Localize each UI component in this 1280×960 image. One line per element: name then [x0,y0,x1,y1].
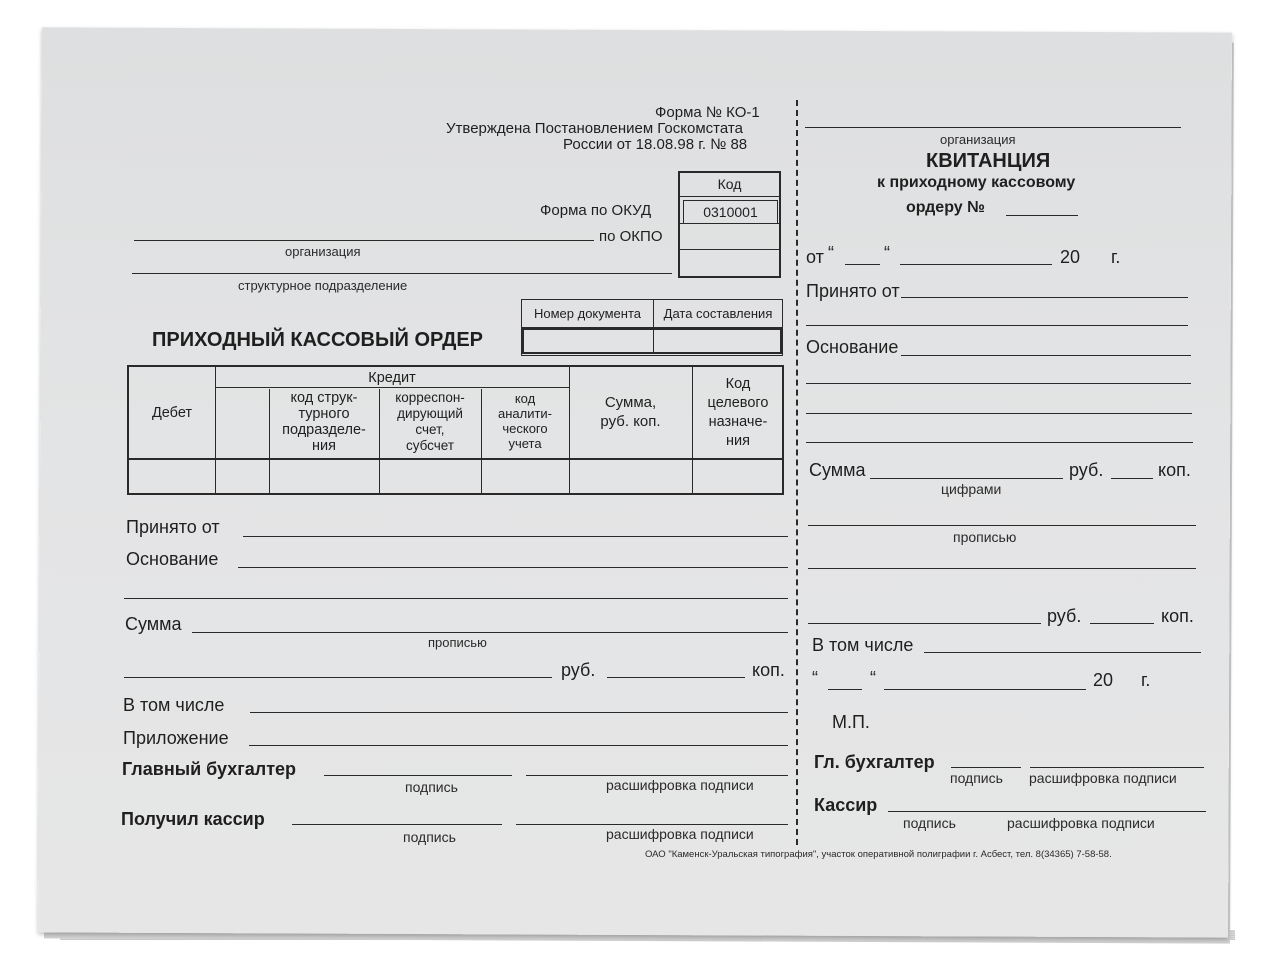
receipt-organization-caption: организация [940,132,1016,147]
attachment-field[interactable] [249,745,788,746]
receipt-chief-signature-caption: подпись [950,770,1003,786]
receipt-day-field-2[interactable] [828,689,862,690]
sum-words-field[interactable] [124,677,552,678]
receipt-basis-field-3[interactable] [806,413,1192,414]
receipt-kop-field-2[interactable] [1090,623,1154,624]
subdivision-caption: структурное подразделение [238,278,408,293]
signature-caption: подпись [405,779,458,795]
chief-accountant-decoding-field[interactable] [526,775,788,776]
receipt-sum-digits-field[interactable] [870,478,1063,479]
receipt-cashier-decoding-caption: расшифровка подписи [1007,815,1155,831]
credit-col-account: корреспон- дирующий счет, субсчет [395,390,465,453]
receipt-chief-decoding-field[interactable] [1030,767,1204,768]
including-label: В том числе [123,695,225,715]
chief-accountant-signature-field[interactable] [324,775,512,776]
cashier-received-label: Получил кассир [121,809,265,829]
receipt-basis-label: Основание [806,337,899,357]
receipt-kop-field[interactable] [1111,478,1153,479]
quote-close-2: “ [870,668,876,688]
quote-open-2: “ [812,668,818,688]
basis-field[interactable] [238,567,788,568]
quote-close: “ [884,243,890,263]
code-header: Код [717,176,742,192]
credit-col-subdivision: код струк- турного подразделе- ния [282,390,366,454]
receipt-cashier-label: Кассир [814,795,878,815]
receipt-sum-words-field[interactable] [808,525,1196,526]
signature-decoding-caption: расшифровка подписи [606,777,754,793]
purpose-code-header: Код целевого назначе- ния [707,376,769,449]
receipt-month-field-2[interactable] [884,689,1086,690]
form-number: Форма № КО-1 [655,104,760,121]
receipt-received-from-label: Принято от [806,281,900,301]
basis-field-2[interactable] [124,598,788,599]
receipt-chief-signature-field[interactable] [951,767,1021,768]
approval-line-2: России от 18.08.98 г. № 88 [563,136,748,153]
attachment-label: Приложение [123,728,229,748]
chief-accountant-label: Главный бухгалтер [122,759,297,779]
doc-date-header: Дата составления [663,306,773,321]
receipt-basis-field-4[interactable] [806,442,1193,443]
code-box [678,171,781,278]
cashier-decoding-caption: расшифровка подписи [606,826,754,842]
subdivision-field[interactable] [132,273,672,274]
sum-field[interactable] [192,632,788,633]
kop-label: коп. [752,660,785,680]
cashier-signature-field[interactable] [292,824,502,825]
receipt-year-suffix: г. [1111,247,1121,267]
receipt-basis-field[interactable] [901,355,1191,356]
receipt-including-label: В том числе [812,635,914,655]
okpo-label: по ОКПО [599,228,663,245]
receipt-title: КВИТАНЦИЯ [926,150,1051,172]
organization-caption: организация [285,244,361,259]
receipt-basis-field-2[interactable] [806,383,1191,384]
okud-code-value[interactable]: 0310001 [683,200,778,224]
receipt-month-field[interactable] [900,264,1052,265]
received-from-field[interactable] [243,536,788,537]
tear-off-line [796,100,798,845]
basis-label: Основание [126,549,219,569]
quote-open: “ [828,243,834,263]
sum-header: Сумма, руб. коп. [600,394,661,430]
stamp-label: М.П. [832,712,870,732]
receipt-subtitle-1: к приходному кассовому [877,174,1076,191]
rub-label: руб. [561,660,596,680]
receipt-in-digits-caption: цифрами [941,481,1002,497]
sum-in-words-caption: прописью [428,635,487,650]
receipt-order-number-field[interactable] [1006,215,1078,216]
receipt-cashier-signature-caption: подпись [903,815,956,831]
receipt-from-label: от [806,247,824,267]
printer-footer: ОАО "Каменск-Уральская типография", участок оперативной полиграфии г. Асбест, тел. 8(34365) 7-58-58. [645,849,1112,860]
organization-field[interactable] [134,240,594,241]
receipt-kop-label-2: коп. [1161,606,1194,626]
receipt-chief-accountant-label: Гл. бухгалтер [814,752,935,772]
cashier-decoding-field[interactable] [516,824,788,825]
receipt-rub-label-2: руб. [1047,606,1082,626]
receipt-year-prefix-2: 20 [1093,670,1114,690]
receipt-subtitle-2: ордеру № [906,199,985,216]
receipt-sum-words-field-2[interactable] [808,568,1196,569]
credit-header: Кредит [368,370,416,386]
receipt-cashier-field[interactable] [888,811,1206,812]
doc-number-field[interactable] [524,330,653,352]
receipt-chief-decoding-caption: расшифровка подписи [1029,770,1177,786]
debit-header: Дебет [151,405,193,421]
receipt-sum-label: Сумма [809,460,866,480]
receipt-organization-field[interactable] [805,127,1181,128]
receipt-received-from-field[interactable] [901,297,1188,298]
receipt-in-words-caption: прописью [953,529,1017,545]
doc-date-field[interactable] [655,330,780,352]
receipt-including-field[interactable] [924,652,1201,653]
receipt-day-field[interactable] [845,264,880,265]
receipt-sum-words-field-3[interactable] [808,623,1041,624]
receipt-kop-label: коп. [1158,460,1191,480]
accounting-table [127,365,784,495]
credit-col-analytics: код аналити- ческого учета [497,391,553,451]
cashier-signature-caption: подпись [403,829,456,845]
receipt-year-suffix-2: г. [1141,670,1151,690]
kop-field[interactable] [607,677,745,678]
including-field[interactable] [250,712,788,713]
order-title: ПРИХОДНЫЙ КАССОВЫЙ ОРДЕР [152,329,484,351]
sum-label: Сумма [125,614,182,634]
received-from-label: Принято от [126,517,220,537]
receipt-rub-label: руб. [1069,460,1104,480]
okud-label: Форма по ОКУД [540,202,652,219]
receipt-year-prefix: 20 [1060,247,1081,267]
document-number-box [521,299,783,356]
receipt-received-from-field-2[interactable] [806,325,1188,326]
approval-line-1: Утверждена Постановлением Госкомстата [446,120,743,137]
doc-number-header: Номер документа [533,306,641,321]
